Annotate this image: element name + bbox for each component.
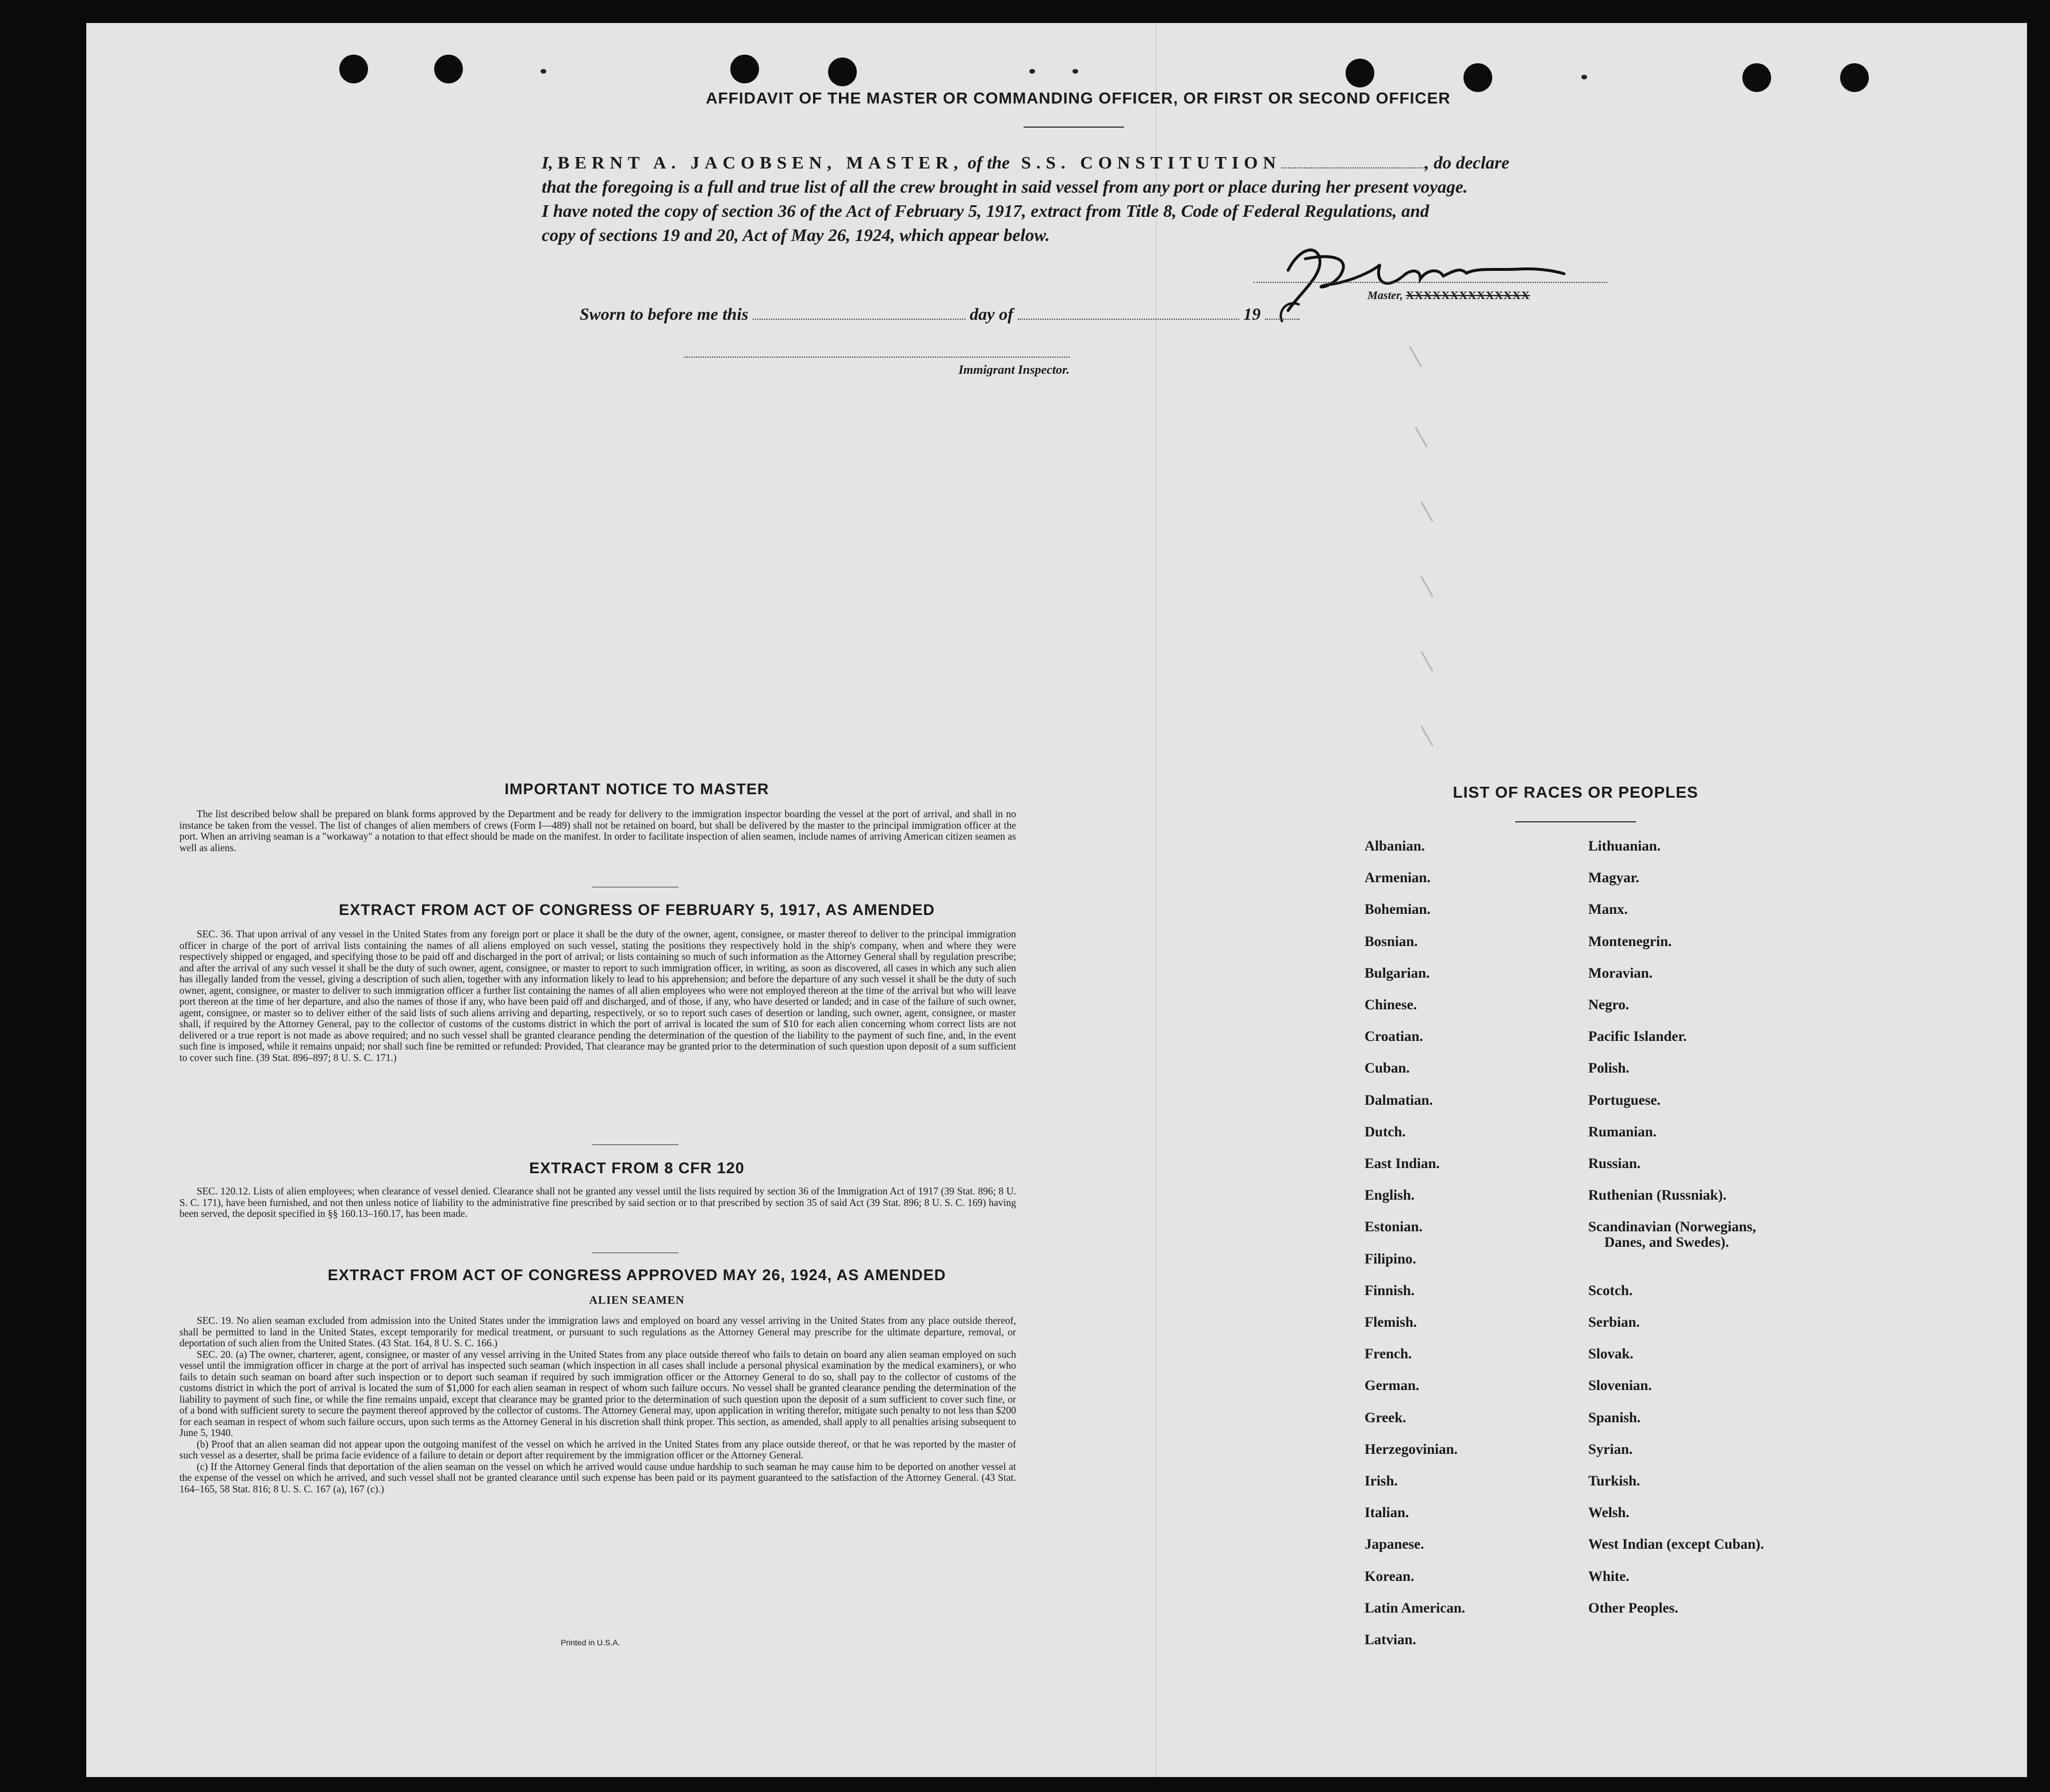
declaration-line-4: copy of sections 19 and 20, Act of May 26, 1924, which appear below.: [542, 225, 1050, 245]
race-item: Slovenian.: [1588, 1378, 1652, 1394]
notice-body: [179, 809, 1016, 853]
race-item: Portuguese.: [1588, 1092, 1661, 1108]
race-item: Montenegrin.: [1588, 933, 1672, 949]
race-item: Dutch.: [1365, 1124, 1406, 1140]
race-item: Scandinavian (Norwegians,: [1588, 1219, 1756, 1235]
struck-title: XXXXXXXXXXXXXX: [1405, 289, 1530, 302]
punch-hole: [1742, 63, 1771, 92]
race-item: Bulgarian.: [1365, 965, 1430, 981]
race-item: Flemish.: [1365, 1315, 1417, 1330]
bleed-mark: [1420, 576, 1434, 597]
race-item: Lithuanian.: [1588, 838, 1661, 854]
race-item: Albanian.: [1365, 838, 1425, 854]
notice-title: IMPORTANT NOTICE TO MASTER: [504, 780, 769, 798]
section-20a-paragraph: SEC. 20. (a) The owner, charterer, agent, consignee, or master of any vessel arriving in the United States from any place outside thereof who fails to detain on board any alien seaman employed on such vessel until the immigration officer in charge at the port of arrival has inspected such seaman (which inspection in all cases shall include a personal physical examination by the medical examiners), or who fails to detain such seaman on board after such inspection or to deport such seaman if required by such immigration officer or the Attorney General to do so, shall pay to the collector of customs of the customs district in which the port of arrival is located the sum of $1,000 for each alien seaman in respect of whom such failure occurs. No vessel shall be granted clearance pending the determination of the liability to payment of such fine, or while the fine remains unpaid, except that clearance may be granted prior to the determination of such question upon the deposit of a sum sufficient to cover such fine, or of a bond with sufficient surety to secure the payment thereof approved by the collector of customs. The Attorney General may, upon application in writing therefor, mitigate such penalty to not less than $200 for each seaman in respect of whom such failure occurs, upon such terms as the Attorney General in his discretion shall think proper. This section, as amended, shall apply to all penalties arising subsequent to June 5, 1940.: [179, 1348, 1016, 1438]
sworn-month-field: [1018, 307, 1239, 320]
vessel-dotted-line: [1281, 156, 1425, 169]
race-item: Dalmatian.: [1365, 1092, 1433, 1108]
race-item: West Indian (except Cuban).: [1588, 1537, 1764, 1553]
race-item: Estonian.: [1365, 1219, 1423, 1235]
page-fold: [1156, 23, 1157, 1777]
race-item: Pacific Islander.: [1588, 1029, 1687, 1045]
race-item: Negro.: [1588, 997, 1630, 1013]
of-the-text: of the: [967, 152, 1010, 173]
race-item: Croatian.: [1365, 1029, 1423, 1045]
race-item: Korean.: [1365, 1568, 1415, 1584]
day-of-text: day of: [970, 305, 1014, 324]
race-item: Russian.: [1588, 1156, 1641, 1171]
declaration-prefix: I,: [542, 152, 553, 173]
bleed-mark: [1409, 346, 1422, 367]
race-item: Bosnian.: [1365, 933, 1418, 949]
race-item: Latin American.: [1365, 1600, 1465, 1616]
section-120-paragraph: SEC. 120.12. Lists of alien employees; when clearance of vessel denied. Clearance shall not be granted any vessel until the lists required by section 36 of the Immigration Act of 1917 (39 Stat. 896; 8 U. S. C. 171), have been furnished, and not then unless notice of liability to the administrative fine prescribed by said section or to that prescribed by section 35 of said Act (39 Stat. 896; 8 U. S. C. 169) having been served, the deposit specified in §§ 160.13–160.17, has been made.: [179, 1185, 1016, 1219]
race-item: Armenian.: [1365, 870, 1431, 886]
race-item: Herzegovinian.: [1365, 1441, 1458, 1457]
race-item: Magyar.: [1588, 870, 1639, 886]
race-item: Chinese.: [1365, 997, 1417, 1013]
immigrant-inspector-caption: Immigrant Inspector.: [684, 357, 1070, 377]
printed-in-usa: Printed in U.S.A.: [561, 1638, 620, 1647]
master-label: Master,: [1367, 289, 1403, 302]
bleed-mark: [1420, 501, 1434, 522]
ink-speck: [1581, 75, 1587, 79]
race-item: Manx.: [1588, 902, 1628, 918]
bleed-mark: [1420, 726, 1434, 746]
master-name: BERNT A. JACOBSEN, MASTER,: [557, 152, 963, 173]
race-item: Rumanian.: [1588, 1124, 1657, 1140]
sworn-prefix: Sworn to before me this: [580, 305, 749, 324]
race-item: East Indian.: [1365, 1156, 1440, 1171]
punch-hole: [1346, 59, 1374, 87]
affidavit-title: AFFIDAVIT OF THE MASTER OR COMMANDING OFFICER, OR FIRST OR SECOND OFFICER: [706, 89, 1451, 107]
extract-1917-body: [179, 929, 1016, 1063]
ink-speck: [1029, 69, 1035, 74]
punch-hole: [1840, 63, 1869, 92]
races-title-rule: [1515, 821, 1636, 822]
races-title: LIST OF RACES OR PEOPLES: [1453, 783, 1699, 801]
race-item: Syrian.: [1588, 1441, 1633, 1457]
race-item: Finnish.: [1365, 1282, 1415, 1299]
do-declare-text: , do declare: [1424, 152, 1509, 173]
race-item: Cuban.: [1365, 1060, 1410, 1077]
race-item: Serbian.: [1588, 1315, 1640, 1330]
race-item: Greek.: [1365, 1410, 1407, 1426]
race-item: Japanese.: [1365, 1537, 1424, 1553]
declaration-line-3: I have noted the copy of section 36 of the Act of February 5, 1917, extract from Title 8, Code of Federal Regulations, and: [542, 201, 1430, 221]
punch-hole: [339, 55, 368, 83]
extract-cfr-body: [179, 1186, 1016, 1220]
race-item: Moravian.: [1588, 965, 1653, 981]
extract-1917-title: EXTRACT FROM ACT OF CONGRESS OF FEBRUARY 5, 1917, AS AMENDED: [339, 901, 935, 918]
section-20b-paragraph: (b) Proof that an alien seaman did not appear upon the outgoing manifest of the vessel on which he arrived in the United States from any place outside thereof, or that he was reported by the master of such vessel as a deserter, shall be prima facie evidence of a failure to detain or deport after requirement by the immigration officer or the Attorney General.: [179, 1438, 1016, 1461]
master-caption: [1367, 289, 1530, 303]
ink-speck: [541, 69, 546, 74]
race-item: Danes, and Swedes).: [1604, 1235, 1729, 1251]
sworn-day-field: [753, 307, 965, 320]
race-item: Bohemian.: [1365, 902, 1431, 918]
punch-hole: [1463, 63, 1492, 92]
race-item: Filipino.: [1365, 1251, 1416, 1267]
alien-seamen-subtitle: ALIEN SEAMEN: [589, 1294, 685, 1307]
document-page: [86, 23, 2027, 1777]
race-item: Turkish.: [1588, 1473, 1641, 1489]
declaration-line-1: [542, 151, 1509, 175]
section-19-paragraph: SEC. 19. No alien seaman excluded from admission into the United States under the immigration laws and employed on board any vessel arriving in the United States from any place outside thereof, shall be permitted to land in the United States, except temporarily for medical treatment, or pursuant to such regulations as the Attorney General may prescribe for the ultimate departure, removal, or deportation of such alien from the United States. (43 Stat. 164, 8 U. S. C. 166.): [179, 1315, 1016, 1349]
section-36-paragraph: SEC. 36. That upon arrival of any vessel in the United States from any foreign port or place it shall be the duty of the owner, agent, consignee, or master thereof to deliver to the principal immigration officer in charge of the port of arrival lists containing the names of all aliens employed on such vessel, stating the positions they respectively hold in the ship's company, when and where they were respectively shipped or engaged, and specifying those to be paid off and discharged in the port of arrival; or lists containing so much of such information as the Attorney General shall by regulation prescribe; and after the arrival of any such vessel it shall be the duty of such owner, agent, consignee, or master to report to such immigration officer, in writing, as soon as discovered, all cases in which any such alien has illegally landed from the vessel, giving a description of such alien, together with any information likely to lead to his apprehension; and before the departure of any such vessel it shall be the duty of such owner, agent, consignee, or master to deliver to such immigration officer a further list containing the names of all alien employees who were not employed thereon at the time of the arrival but who will leave port thereon at the time of her departure, and also the names of those if any, who have been paid off and discharged, and of those, if any, who have deserted or landed; and in case of the failure of such owner, agent, consignee, or master so to deliver either of the said lists of such aliens arriving and departing, respectively, or so to report such cases of desertion or landing, such owner, agent, consignee, or master shall, if required by the Attorney General, pay to the collector of customs of the customs district in which the port of arrival is located the sum of $10 for each alien concerning whom correct lists are not delivered or a true report is not made as above required; and no such vessel shall be granted clearance pending the determination of the question of the liability to the payment of such fine, and, in the event such fine is imposed, while it remains unpaid; nor shall such fine be remitted or refunded: Provided, That clearance may be granted prior to the determination of such question upon deposit of a sum sufficient to cover such fine. (39 Stat. 896–897; 8 U. S. C. 171.): [179, 928, 1016, 1063]
vessel-name: S.S. CONSTITUTION: [1021, 152, 1281, 173]
race-item: Welsh.: [1588, 1505, 1630, 1521]
section-rule: [592, 1144, 679, 1145]
race-item: Ruthenian (Russniak).: [1588, 1188, 1727, 1204]
section-20c-paragraph: (c) If the Attorney General finds that deportation of the alien seaman on the vessel on which he arrived would cause undue hardship to such seaman he may cause him to be deported on another vessel at the expense of the vessel on which he arrived, and such vessel shall not be granted clearance until such expense has been paid or its payment guaranteed to the satisfaction of the Attorney General. (43 Stat. 164–165, 58 Stat. 816; 8 U. S. C. 167 (a), 167 (c).): [179, 1460, 1016, 1495]
punch-hole: [730, 55, 759, 83]
race-item: White.: [1588, 1568, 1630, 1584]
race-item: Italian.: [1365, 1505, 1409, 1521]
bleed-mark: [1420, 651, 1434, 672]
sworn-line: [580, 305, 1300, 324]
race-item: Other Peoples.: [1588, 1600, 1679, 1616]
signature-line: [1254, 282, 1607, 283]
race-item: Latvian.: [1365, 1632, 1416, 1648]
declaration-line-2: that the foregoing is a full and true list of all the crew brought in said vessel from any port or place during her present voyage.: [542, 177, 1468, 197]
race-item: Scotch.: [1588, 1282, 1633, 1299]
notice-paragraph: The list described below shall be prepared on blank forms approved by the Department and be ready for delivery to the immigration inspector boarding the vessel at the port of arrival, and shall in no instance be taken from the vessel. The list of changes of alien members of crews (Form I—489) shall not be retained on board, but shall be delivered by the master to the principal immigration officer at the port. When an arriving seaman is a "workaway" a notation to that effect should be made on the manifest. In order to facilitate inspection of alien seamen, include names of arriving American citizen seamen as well as aliens.: [179, 808, 1016, 853]
race-item: Irish.: [1365, 1473, 1398, 1489]
ink-speck: [1072, 69, 1078, 74]
extract-1924-body: [179, 1315, 1016, 1495]
punch-hole: [434, 55, 463, 83]
race-item: French.: [1365, 1346, 1412, 1362]
title-rule: [1024, 127, 1124, 128]
race-item: German.: [1365, 1378, 1420, 1394]
sworn-year-field: [1265, 307, 1300, 320]
year-prefix: 19: [1243, 305, 1261, 324]
race-item: Spanish.: [1588, 1410, 1641, 1426]
bleed-mark: [1415, 427, 1428, 447]
race-item: Polish.: [1588, 1060, 1630, 1077]
extract-1924-title: EXTRACT FROM ACT OF CONGRESS APPROVED MAY 26, 1924, AS AMENDED: [327, 1266, 947, 1284]
extract-cfr-title: EXTRACT FROM 8 CFR 120: [529, 1159, 745, 1177]
punch-hole: [828, 58, 857, 86]
race-item: English.: [1365, 1188, 1415, 1204]
race-item: Slovak.: [1588, 1346, 1634, 1362]
